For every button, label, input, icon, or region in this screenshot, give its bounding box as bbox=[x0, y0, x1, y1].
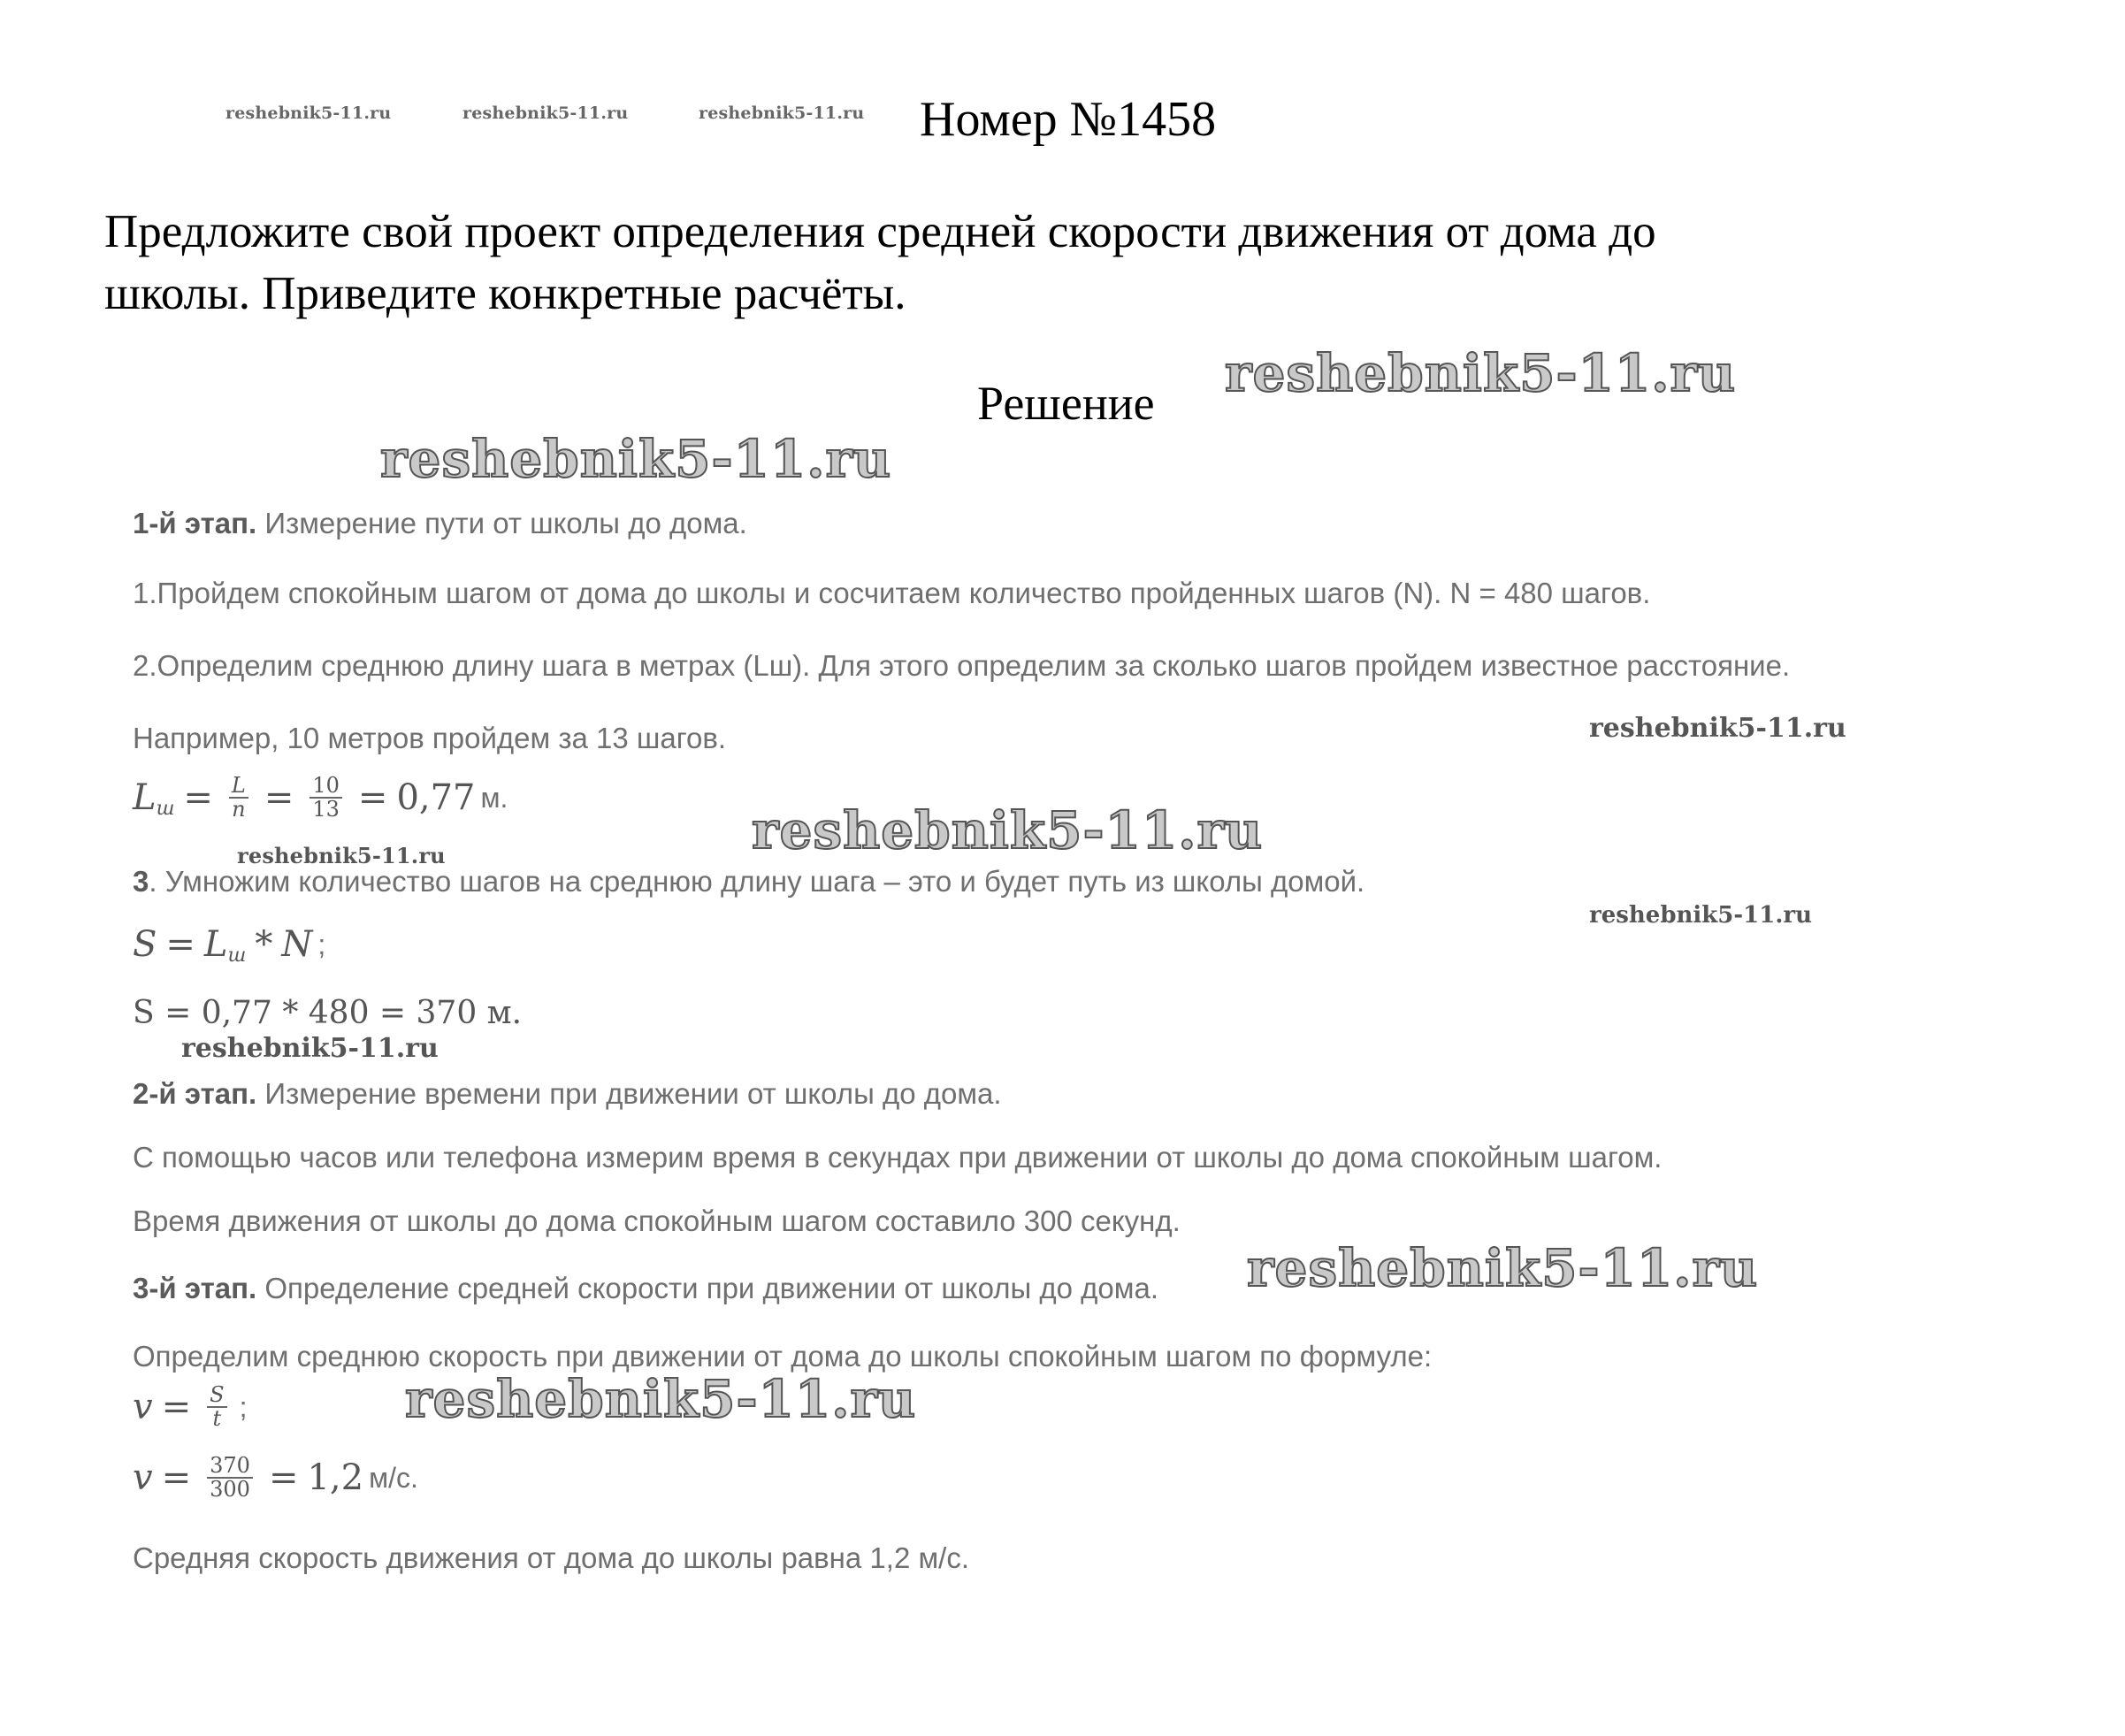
task-text-line-1: Предложите свой проект определения средней скорости движения от дома до bbox=[104, 206, 1656, 257]
stage-1-heading bbox=[133, 507, 747, 540]
stage-2-heading bbox=[133, 1077, 1002, 1111]
formula-lhs-sub: ш bbox=[156, 797, 175, 820]
step-3-number: 3 bbox=[133, 865, 149, 898]
formula-s: S bbox=[133, 924, 157, 965]
task-text-line-2: школы. Приведите конкретные расчёты. bbox=[104, 268, 906, 319]
stage-2-text: Измерение времени при движении от школы до дома. bbox=[264, 1077, 1002, 1110]
formula-path-calc: S = 0,77 * 480 = 370 м. bbox=[133, 995, 523, 1031]
conclusion: Средняя скорость движения от дома до школы равна 1,2 м/с. bbox=[133, 1541, 969, 1574]
watermark: reshebnik5-11.ru bbox=[237, 843, 446, 868]
formula-unit: м/с. bbox=[369, 1461, 418, 1494]
fraction bbox=[229, 775, 248, 821]
formula-velocity: v = $\frac{S}{t}$ ; bbox=[133, 1382, 248, 1432]
fraction-numerator: 370 bbox=[207, 1455, 253, 1479]
watermark: reshebnik5-11.ru bbox=[181, 1033, 439, 1064]
watermark: reshebnik5-11.ru bbox=[1247, 1238, 1759, 1298]
stage-1-label: 1-й этап. bbox=[133, 507, 257, 539]
formula-unit: м. bbox=[480, 781, 508, 814]
fraction bbox=[207, 1455, 253, 1501]
formula-step-length: L ш = $\frac{L}{n}$ = $\frac{10}{13}$ = 0,77 м. bbox=[133, 773, 508, 822]
stage-3-heading bbox=[133, 1272, 1158, 1305]
watermark: reshebnik5-11.ru bbox=[699, 103, 865, 123]
watermark: reshebnik5-11.ru bbox=[380, 429, 892, 489]
watermark: reshebnik5-11.ru bbox=[405, 1369, 917, 1429]
example: Например, 10 метров пройдем за 13 шагов. bbox=[133, 722, 727, 754]
formula-v: v bbox=[133, 1387, 153, 1428]
step-2: 2.Определим среднюю длину шага в метрах (Lш). Для этого определим за сколько шагов пройдем известное расстояние. bbox=[133, 649, 1791, 682]
formula-tail: ; bbox=[239, 1390, 248, 1423]
fraction-numerator: S bbox=[210, 1382, 225, 1407]
fraction-numerator: L bbox=[231, 773, 246, 798]
stage-2-paragraph-2: Время движения от школы до дома спокойным шагом составило 300 секунд. bbox=[133, 1204, 1181, 1237]
step-3-text: . Умножим количество шагов на среднюю длину шага – это и будет путь из школы домой. bbox=[149, 865, 1365, 898]
fraction bbox=[207, 1384, 226, 1430]
fraction-denominator: 300 bbox=[210, 1477, 250, 1503]
watermark: reshebnik5-11.ru bbox=[462, 103, 629, 123]
stage-2-paragraph-1: С помощью часов или телефона измерим время в секундах при движении от школы до дома спокойным шагом. bbox=[133, 1141, 1663, 1174]
solution-title: Решение bbox=[977, 377, 1155, 430]
formula-v: v bbox=[133, 1457, 153, 1499]
watermark: reshebnik5-11.ru bbox=[752, 800, 1264, 860]
stage-1-text: Измерение пути от школы до дома. bbox=[264, 507, 747, 539]
formula-result: 1,2 bbox=[307, 1457, 364, 1499]
formula-velocity-calc: v = $\frac{370}{300}$ = 1,2 м/с. bbox=[133, 1453, 418, 1503]
formula-tail: ; bbox=[317, 928, 326, 960]
watermark: reshebnik5-11.ru bbox=[1589, 713, 1846, 744]
watermark: reshebnik5-11.ru bbox=[1589, 902, 1813, 929]
formula-lhs: L bbox=[133, 777, 157, 819]
step-1: 1.Пройдем спокойным шагом от дома до школы и сосчитаем количество пройденных шагов (N). N = 480 шагов. bbox=[133, 577, 1651, 609]
stage-3-paragraph-1: Определим среднюю скорость при движении от дома до школы спокойным шагом по формуле: bbox=[133, 1340, 1433, 1373]
formula-result: 0,77 bbox=[396, 777, 476, 819]
step-3 bbox=[133, 865, 1364, 899]
watermark: reshebnik5-11.ru bbox=[225, 103, 392, 123]
fraction bbox=[310, 775, 342, 821]
page-title: Номер №1458 bbox=[920, 92, 1217, 147]
fraction-denominator: n bbox=[232, 797, 246, 822]
formula-l: L bbox=[203, 924, 228, 965]
fraction-denominator: t bbox=[212, 1406, 222, 1432]
fraction-denominator: 13 bbox=[312, 797, 340, 822]
formula-n: N bbox=[281, 924, 313, 965]
fraction-numerator: 10 bbox=[310, 775, 342, 799]
stage-2-label: 2-й этап. bbox=[133, 1077, 257, 1110]
watermark: reshebnik5-11.ru bbox=[1225, 343, 1737, 403]
stage-3-text: Определение средней скорости при движении от школы до дома. bbox=[264, 1272, 1158, 1304]
stage-3-label: 3-й этап. bbox=[133, 1272, 257, 1304]
formula-path: S = L ш * N ; bbox=[133, 924, 326, 967]
formula-l-sub: ш bbox=[227, 944, 247, 967]
